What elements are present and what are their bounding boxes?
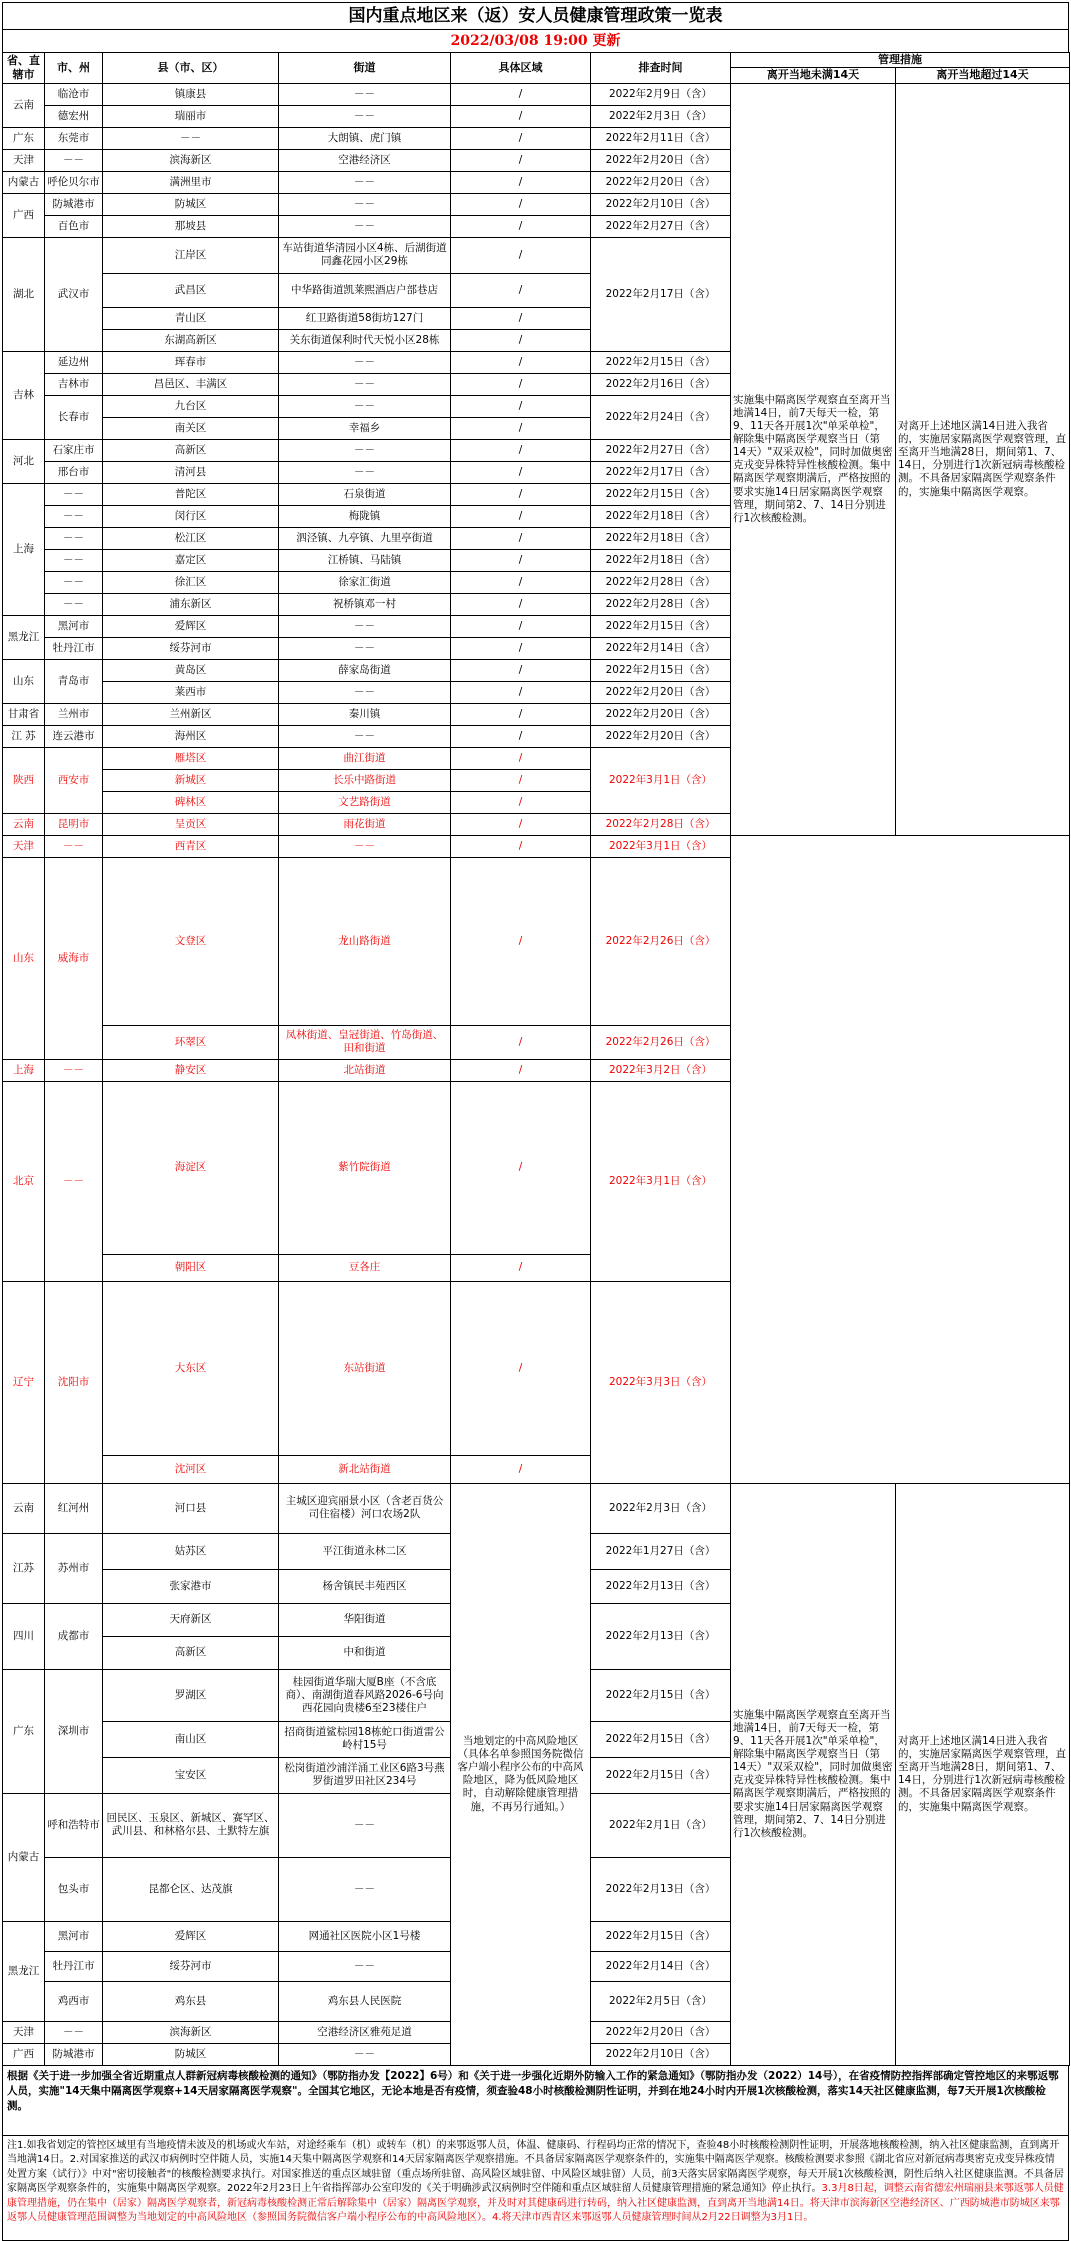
city-cell: －－	[45, 835, 103, 857]
county-cell: 九台区	[103, 395, 279, 417]
county-cell: 昌邑区、丰满区	[103, 373, 279, 395]
area-cell: /	[451, 149, 591, 171]
area-cell: /	[451, 857, 591, 1025]
area-cell: /	[451, 505, 591, 527]
province-cell: 云南	[3, 1483, 45, 1533]
province-cell: 湖北	[3, 237, 45, 351]
date-cell: 2022年2月17日（含）	[591, 237, 731, 351]
area-cell: /	[451, 813, 591, 835]
province-cell: 天津	[3, 149, 45, 171]
city-cell: 呼和浩特市	[45, 1793, 103, 1857]
area-cell: /	[451, 395, 591, 417]
city-cell: 武汉市	[45, 237, 103, 351]
date-cell: 2022年2月18日（含）	[591, 505, 731, 527]
county-cell: 罗湖区	[103, 1669, 279, 1721]
area-cell: /	[451, 193, 591, 215]
policy-basis-note: 根据《关于进一步加强全省近期重点人群新冠病毒核酸检测的通知》（鄂防指办发【2022】6号）和《关于进一步强化近期外防输入工作的紧急通知》（鄂防指办发（2022）14号），在省疫情防控指挥部确定管控地区的来鄂返鄂人员，实施"14天集中隔离医学观察+14天居家隔离医学观察"。全国其它地区，无论本地是否有疫情，须查验48小时核酸检测阴性证明，并到在地24小时内开展1次核酸检测，落实14天社区健康监测，每7天开展1次核酸检测。	[2, 2066, 1069, 2136]
city-cell: 青岛市	[45, 659, 103, 703]
province-cell: 山东	[3, 857, 45, 1059]
city-cell: 呼伦贝尔市	[45, 171, 103, 193]
city-cell: 吉林市	[45, 373, 103, 395]
street-cell: －－	[279, 1951, 451, 1981]
date-cell: 2022年2月15日（含）	[591, 1669, 731, 1721]
province-cell: 甘肃省	[3, 703, 45, 725]
header-province: 省、直辖市	[3, 53, 45, 84]
area-cell: /	[451, 681, 591, 703]
date-cell: 2022年2月14日（含）	[591, 637, 731, 659]
city-cell: 临沧市	[45, 83, 103, 105]
street-cell: 秦川镇	[279, 703, 451, 725]
city-cell: －－	[45, 549, 103, 571]
date-cell: 2022年2月13日（含）	[591, 1603, 731, 1669]
county-cell: 闵行区	[103, 505, 279, 527]
city-cell: 成都市	[45, 1603, 103, 1669]
street-cell: 东站街道	[279, 1281, 451, 1455]
city-cell: 石家庄市	[45, 439, 103, 461]
county-cell: 西青区	[103, 835, 279, 857]
county-cell: 镇康县	[103, 83, 279, 105]
county-cell: 莱西市	[103, 681, 279, 703]
city-cell: 长春市	[45, 395, 103, 439]
area-cell: /	[451, 571, 591, 593]
street-cell: －－	[279, 105, 451, 127]
area-cell: /	[451, 105, 591, 127]
date-cell: 2022年2月10日（含）	[591, 193, 731, 215]
header-county: 县（市、区）	[103, 53, 279, 84]
city-cell: －－	[45, 505, 103, 527]
street-cell: 招商街道鲨棕园18栋蛇口街道雷公岭村15号	[279, 1721, 451, 1757]
street-cell: 平江街道永林二区	[279, 1533, 451, 1569]
street-cell: 北站街道	[279, 1059, 451, 1081]
province-cell: 河北	[3, 439, 45, 483]
date-cell: 2022年2月20日（含）	[591, 725, 731, 747]
city-cell: －－	[45, 527, 103, 549]
area-cell: /	[451, 1281, 591, 1455]
city-cell: 深圳市	[45, 1669, 103, 1793]
province-cell: 江苏	[3, 1533, 45, 1603]
date-cell: 2022年3月1日（含）	[591, 1081, 731, 1281]
date-cell: 2022年2月9日（含）	[591, 83, 731, 105]
street-cell: 曲江街道	[279, 747, 451, 769]
street-cell: －－	[279, 439, 451, 461]
area-cell: /	[451, 791, 591, 813]
street-cell: 凤林街道、皇冠街道、竹岛街道、田和街道	[279, 1025, 451, 1059]
date-cell: 2022年2月15日（含）	[591, 1721, 731, 1757]
street-cell: 大朗镇、虎门镇	[279, 127, 451, 149]
county-cell: 高新区	[103, 439, 279, 461]
city-cell: －－	[45, 149, 103, 171]
area-cell: /	[451, 593, 591, 615]
header-city: 市、州	[45, 53, 103, 84]
area-cell: /	[451, 439, 591, 461]
province-cell: 广西	[3, 2043, 45, 2065]
city-cell: 邢台市	[45, 461, 103, 483]
date-cell: 2022年2月14日（含）	[591, 1951, 731, 1981]
date-cell: 2022年2月15日（含）	[591, 351, 731, 373]
county-cell: 爱辉区	[103, 1921, 279, 1951]
county-cell: 静安区	[103, 1059, 279, 1081]
street-cell: 关东街道保利时代天悦小区28栋	[279, 329, 451, 351]
street-cell: 中和街道	[279, 1636, 451, 1669]
county-cell: 大东区	[103, 1281, 279, 1455]
county-cell: 满洲里市	[103, 171, 279, 193]
header-over14: 离开当地超过14天	[896, 67, 1070, 83]
date-cell: 2022年2月18日（含）	[591, 549, 731, 571]
province-cell: 山东	[3, 659, 45, 703]
province-cell: 黑龙江	[3, 1921, 45, 2021]
county-cell: 那坡县	[103, 215, 279, 237]
city-cell: 威海市	[45, 857, 103, 1059]
street-cell: －－	[279, 1857, 451, 1921]
street-cell: 薛家岛街道	[279, 659, 451, 681]
area-cell: /	[451, 171, 591, 193]
street-cell: 红卫路街道58街坊127门	[279, 307, 451, 329]
province-cell: 广东	[3, 1669, 45, 1793]
street-cell: －－	[279, 725, 451, 747]
city-cell: 包头市	[45, 1857, 103, 1921]
date-cell: 2022年2月26日（含）	[591, 857, 731, 1025]
area-cell: /	[451, 703, 591, 725]
province-cell: 四川	[3, 1603, 45, 1669]
date-cell: 2022年3月1日（含）	[591, 747, 731, 813]
county-cell: 青山区	[103, 307, 279, 329]
city-cell: 防城港市	[45, 2043, 103, 2065]
province-cell: 北京	[3, 1081, 45, 1281]
city-cell: －－	[45, 1081, 103, 1281]
street-cell: 泗泾镇、九亭镇、九里亭街道	[279, 527, 451, 549]
county-cell: 呈贡区	[103, 813, 279, 835]
date-cell: 2022年2月10日（含）	[591, 2043, 731, 2065]
header-measures: 管理措施	[731, 53, 1070, 68]
street-cell: 鸡东县人民医院	[279, 1981, 451, 2021]
province-cell: 江 苏	[3, 725, 45, 747]
street-cell: 江桥镇、马陆镇	[279, 549, 451, 571]
province-cell: 云南	[3, 83, 45, 127]
city-cell: 西安市	[45, 747, 103, 813]
province-cell: 广东	[3, 127, 45, 149]
street-cell: 紫竹院街道	[279, 1081, 451, 1254]
date-cell: 2022年2月13日（含）	[591, 1857, 731, 1921]
area-cell: /	[451, 527, 591, 549]
county-cell: 张家港市	[103, 1569, 279, 1603]
street-cell: 幸福乡	[279, 417, 451, 439]
area-cell: /	[451, 1025, 591, 1059]
county-cell: 防城区	[103, 193, 279, 215]
province-cell: 天津	[3, 2021, 45, 2043]
street-cell: －－	[279, 835, 451, 857]
province-cell: 上海	[3, 483, 45, 615]
city-cell: －－	[45, 2021, 103, 2043]
date-cell: 2022年2月13日（含）	[591, 1569, 731, 1603]
measure-over14-group3: 对离开上述地区满14日进入我省的，实施居家隔离医学观察管理，直至离开当地满28日，期间第1、7、14日，分别进行1次新冠病毒核酸检测。不具备居家隔离医学观察条件的，实施集中隔离医学观察。	[896, 1483, 1070, 2065]
county-cell: 回民区、玉泉区、新城区、赛罕区、武川县、和林格尔县、土默特左旗	[103, 1793, 279, 1857]
area-cell: /	[451, 659, 591, 681]
date-cell: 2022年2月28日（含）	[591, 571, 731, 593]
street-cell: －－	[279, 215, 451, 237]
area-cell: /	[451, 237, 591, 273]
date-cell: 2022年2月20日（含）	[591, 681, 731, 703]
county-cell: 爱辉区	[103, 615, 279, 637]
date-cell: 2022年3月3日（含）	[591, 1281, 731, 1483]
street-cell: 网通社区医院小区1号楼	[279, 1921, 451, 1951]
city-cell: 东莞市	[45, 127, 103, 149]
footnote-part-a: 注1.如我省划定的管控区域里有当地疫情未波及的机场或火车站，对途经乘车（机）或转车（机）的来鄂返鄂人员，体温、健康码、行程码均正常的情况下，查验48小时核酸检测阴性证明，开展落地核酸检测，纳入社区健康监测，直到离开当地满14日。2.对国家推送的武汉市病例时空伴随人员，实施14天集中隔离医学观察和14天居家隔离医学观察措施。不具备居家隔离医学观察条件的，实施集中隔离医学观察。核酸检测要求参照《湖北省应对新冠病毒奥密克戎变异株疫情处置方案（试行）》中对"密切接触者"的核酸检测要求执行。对国家推送的重点区域驻留（重点场所驻留、高风险区域驻留、中风险区域驻留）人员，前3天落实居家隔离医学观察，每天开展1次核酸检测，阴性后纳入社区健康监测。不具备居家隔离医学观察条件的，实施集中隔离医学观察。2022年2月23日上午省指挥部办公室印发的《关于明确涉武汉病例时空伴随和重点区域驻留人员健康管理措施的紧急通知》停止执行。	[7, 2139, 1064, 2195]
city-cell: 红河州	[45, 1483, 103, 1533]
area-cell: /	[451, 1081, 591, 1254]
area-cell: /	[451, 351, 591, 373]
county-cell: 鸡东县	[103, 1981, 279, 2021]
date-cell: 2022年2月11日（含）	[591, 127, 731, 149]
street-cell: －－	[279, 681, 451, 703]
header-under14: 离开当地未满14天	[731, 67, 896, 83]
county-cell: 浦东新区	[103, 593, 279, 615]
county-cell: 瑞丽市	[103, 105, 279, 127]
area-cell: /	[451, 747, 591, 769]
street-cell: －－	[279, 1793, 451, 1857]
street-cell: －－	[279, 637, 451, 659]
street-cell: 徐家汇街道	[279, 571, 451, 593]
date-cell: 2022年2月3日（含）	[591, 105, 731, 127]
update-time: 2022/03/08 19:00 更新	[2, 29, 1069, 52]
date-cell: 2022年2月16日（含）	[591, 373, 731, 395]
province-cell: 云南	[3, 813, 45, 835]
city-cell: －－	[45, 571, 103, 593]
date-cell: 2022年2月24日（含）	[591, 395, 731, 439]
area-cell: /	[451, 273, 591, 307]
county-cell: 兰州新区	[103, 703, 279, 725]
city-cell: 黑河市	[45, 1921, 103, 1951]
county-cell: 滨海新区	[103, 2021, 279, 2043]
area-cell: /	[451, 615, 591, 637]
county-cell: 江岸区	[103, 237, 279, 273]
date-cell: 2022年2月27日（含）	[591, 215, 731, 237]
date-cell: 2022年2月28日（含）	[591, 593, 731, 615]
province-cell: 辽宁	[3, 1281, 45, 1483]
county-cell: 海淀区	[103, 1081, 279, 1254]
city-cell: 防城港市	[45, 193, 103, 215]
street-cell: 豆各庄	[279, 1254, 451, 1281]
street-cell: 空港经济区	[279, 149, 451, 171]
date-cell: 2022年3月1日（含）	[591, 835, 731, 857]
county-cell: 武昌区	[103, 273, 279, 307]
date-cell: 2022年2月15日（含）	[591, 1757, 731, 1793]
city-cell: 德宏州	[45, 105, 103, 127]
county-cell: 碑林区	[103, 791, 279, 813]
date-cell: 2022年2月3日（含）	[591, 1483, 731, 1533]
street-cell: 桂园街道华瑞大厦B座（不含底商）、南湖街道春风路2026-6号向西花园向贵楼6至23楼住户	[279, 1669, 451, 1721]
area-cell: /	[451, 725, 591, 747]
city-cell: 沈阳市	[45, 1281, 103, 1483]
area-cell: /	[451, 417, 591, 439]
date-cell: 2022年2月15日（含）	[591, 659, 731, 681]
county-cell: 海州区	[103, 725, 279, 747]
county-cell: 宝安区	[103, 1757, 279, 1793]
street-cell: 长乐中路街道	[279, 769, 451, 791]
county-cell: 天府新区	[103, 1603, 279, 1636]
area-cell: /	[451, 83, 591, 105]
street-cell: －－	[279, 351, 451, 373]
date-cell: 2022年3月2日（含）	[591, 1059, 731, 1081]
county-cell: －－	[103, 127, 279, 149]
street-cell: 华阳街道	[279, 1603, 451, 1636]
county-cell: 东湖高新区	[103, 329, 279, 351]
province-cell: 陕西	[3, 747, 45, 813]
date-cell: 2022年2月20日（含）	[591, 149, 731, 171]
street-cell: 车站街道华清园小区4栋、后湖街道同鑫花园小区29栋	[279, 237, 451, 273]
county-cell: 新城区	[103, 769, 279, 791]
city-cell: 延边州	[45, 351, 103, 373]
area-cell: /	[451, 373, 591, 395]
date-cell: 2022年2月20日（含）	[591, 2021, 731, 2043]
street-cell: －－	[279, 395, 451, 417]
city-cell: －－	[45, 1059, 103, 1081]
county-cell: 河口县	[103, 1483, 279, 1533]
area-cell: /	[451, 1254, 591, 1281]
city-cell: －－	[45, 483, 103, 505]
street-cell: 松岗街道沙浦洋涌工业区6路3号燕罗街道罗田社区234号	[279, 1757, 451, 1793]
area-cell-group3: 当地划定的中高风险地区（具体名单参照国务院微信客户端小程序公布的中高风险地区，降为低风险地区时，自动解除健康管理措施，不再另行通知。）	[451, 1483, 591, 2065]
street-cell: －－	[279, 171, 451, 193]
date-cell: 2022年2月15日（含）	[591, 1921, 731, 1951]
page-title: 国内重点地区来（返）安人员健康管理政策一览表	[2, 2, 1069, 29]
city-cell: 昆明市	[45, 813, 103, 835]
city-cell: 牡丹江市	[45, 637, 103, 659]
date-cell: 2022年2月18日（含）	[591, 527, 731, 549]
date-cell: 2022年2月27日（含）	[591, 439, 731, 461]
province-cell: 天津	[3, 835, 45, 857]
county-cell: 环翠区	[103, 1025, 279, 1059]
province-cell: 黑龙江	[3, 615, 45, 659]
street-cell: －－	[279, 373, 451, 395]
policy-table	[2, 52, 1070, 2066]
header-date: 排查时间	[591, 53, 731, 84]
county-cell: 防城区	[103, 2043, 279, 2065]
street-cell: 梅陇镇	[279, 505, 451, 527]
county-cell: 珲春市	[103, 351, 279, 373]
street-cell: －－	[279, 83, 451, 105]
city-cell: －－	[45, 593, 103, 615]
province-cell: 吉林	[3, 351, 45, 439]
area-cell: /	[451, 637, 591, 659]
county-cell: 南山区	[103, 1721, 279, 1757]
city-cell: 兰州市	[45, 703, 103, 725]
province-cell: 内蒙古	[3, 171, 45, 193]
street-cell: 石泉街道	[279, 483, 451, 505]
date-cell: 2022年2月5日（含）	[591, 1981, 731, 2021]
city-cell: 黑河市	[45, 615, 103, 637]
county-cell: 高新区	[103, 1636, 279, 1669]
county-cell: 徐汇区	[103, 571, 279, 593]
header-street: 街道	[279, 53, 451, 84]
county-cell: 姑苏区	[103, 1533, 279, 1569]
date-cell: 2022年2月1日（含）	[591, 1793, 731, 1857]
street-cell: －－	[279, 193, 451, 215]
area-cell: /	[451, 307, 591, 329]
county-cell: 黄岛区	[103, 659, 279, 681]
measure-under14-group3: 实施集中隔离医学观察直至离开当地满14日，前7天每天一检，第9、11天各开展1次"单采单检"，解除集中隔离医学观察当日（第14天）"双采双检"，同时加做奥密克戎变异株特异性核酸检测。集中隔离医学观察期满后，严格按照的要求实施14日居家隔离医学观察管理，期间第2、7、14日分别进行1次核酸检测。	[731, 1483, 896, 2065]
street-cell: 杨舍镇民丰苑西区	[279, 1569, 451, 1603]
street-cell: －－	[279, 615, 451, 637]
street-cell: －－	[279, 2043, 451, 2065]
area-cell: /	[451, 215, 591, 237]
street-cell: 文艺路街道	[279, 791, 451, 813]
county-cell: 文登区	[103, 857, 279, 1025]
county-cell: 清河县	[103, 461, 279, 483]
measure-under14-group1: 实施集中隔离医学观察直至离开当地满14日，前7天每天一检，第9、11天各开展1次"单采单检"，解除集中隔离医学观察当日（第14天）"双采双检"，同时加做奥密克戎变异株特异性核酸检测。集中隔离医学观察期满后，严格按照的要求实施14日居家隔离医学观察管理，期间第2、7、14日分别进行1次核酸检测。	[731, 83, 896, 835]
measure-over14-group1: 对离开上述地区满14日进入我省的，实施居家隔离医学观察管理，直至离开当地满28日，期间第1、7、14日，分别进行1次新冠病毒核酸检测。不具备居家隔离医学观察条件的，实施集中隔离医学观察。	[896, 83, 1070, 835]
province-cell: 广西	[3, 193, 45, 237]
area-cell: /	[451, 461, 591, 483]
area-cell: /	[451, 483, 591, 505]
area-cell: /	[451, 769, 591, 791]
street-cell: 中华路街道凯莱熙酒店户部巷店	[279, 273, 451, 307]
header-area: 具体区域	[451, 53, 591, 84]
area-cell: /	[451, 549, 591, 571]
city-cell: 鸡西市	[45, 1981, 103, 2021]
county-cell: 绥芬河市	[103, 1951, 279, 1981]
street-cell: 空港经济区雅苑足道	[279, 2021, 451, 2043]
county-cell: 南关区	[103, 417, 279, 439]
city-cell: 百色市	[45, 215, 103, 237]
street-cell: 新北站街道	[279, 1455, 451, 1483]
street-cell: －－	[279, 461, 451, 483]
county-cell: 松江区	[103, 527, 279, 549]
footnote-part-b: 3.3月8日起，调整云南省德宏州瑞丽县来鄂返鄂人员健康管理措施，仍在集中（居家）隔离医学观察者，新冠病毒核酸检测正常后解除集中（居家）隔离医学观察，并及时对其健康码进行转码，纳入社区健康监测，直到离开当地满14日。将天津市滨海新区空港经济区、广西防城港市防城区来鄂返鄂人员健康管理范围调整为当地划定的中高风险地区（参照国务院微信客户端小程序公布的中高风险地区）。4.将天津市西青区来鄂返鄂人员健康管理时间从2月22日调整为3月1日。	[7, 2183, 1064, 2224]
province-cell: 内蒙古	[3, 1793, 45, 1921]
county-cell: 嘉定区	[103, 549, 279, 571]
county-cell: 沈河区	[103, 1455, 279, 1483]
date-cell: 2022年2月15日（含）	[591, 483, 731, 505]
city-cell: 连云港市	[45, 725, 103, 747]
date-cell: 2022年2月20日（含）	[591, 171, 731, 193]
street-cell: 主城区迎宾丽景小区（含老百货公司住宿楼）河口农场2队	[279, 1483, 451, 1533]
date-cell: 2022年1月27日（含）	[591, 1533, 731, 1569]
area-cell: /	[451, 1455, 591, 1483]
area-cell: /	[451, 835, 591, 857]
area-cell: /	[451, 127, 591, 149]
city-cell: 苏州市	[45, 1533, 103, 1603]
date-cell: 2022年2月26日（含）	[591, 1025, 731, 1059]
date-cell: 2022年2月17日（含）	[591, 461, 731, 483]
city-cell: 牡丹江市	[45, 1951, 103, 1981]
date-cell: 2022年2月20日（含）	[591, 703, 731, 725]
county-cell: 雁塔区	[103, 747, 279, 769]
area-cell: /	[451, 329, 591, 351]
street-cell: 祝桥镇邓一村	[279, 593, 451, 615]
county-cell: 滨海新区	[103, 149, 279, 171]
footnotes	[2, 2136, 1069, 2241]
date-cell: 2022年2月15日（含）	[591, 615, 731, 637]
county-cell: 绥芬河市	[103, 637, 279, 659]
date-cell: 2022年2月28日（含）	[591, 813, 731, 835]
county-cell: 昆都仑区、达茂旗	[103, 1857, 279, 1921]
province-cell: 上海	[3, 1059, 45, 1081]
street-cell: 龙山路街道	[279, 857, 451, 1025]
county-cell: 朝阳区	[103, 1254, 279, 1281]
street-cell: 雨花街道	[279, 813, 451, 835]
county-cell: 普陀区	[103, 483, 279, 505]
policy-sheet	[2, 2, 1069, 2224]
area-cell: /	[451, 1059, 591, 1081]
